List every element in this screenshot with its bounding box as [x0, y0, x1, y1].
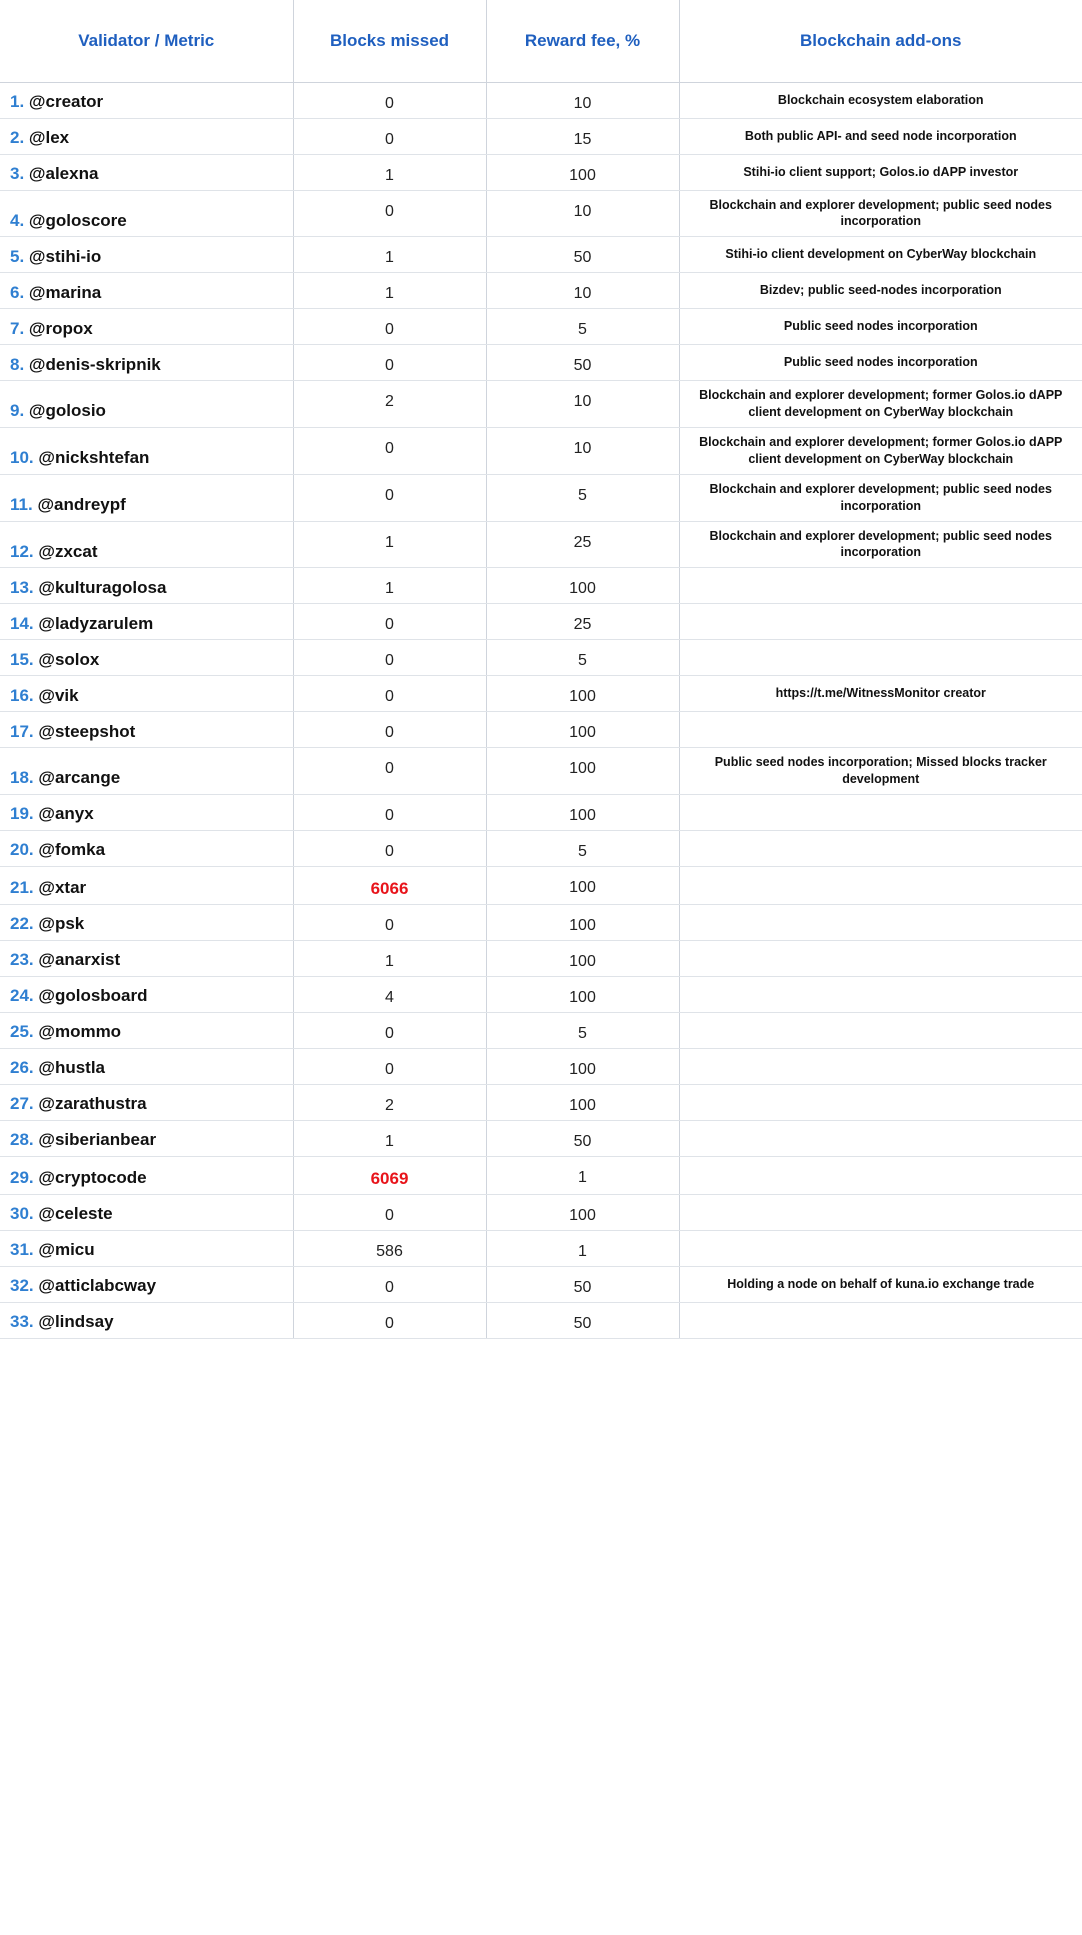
- validator-rank: 24.: [10, 986, 34, 1006]
- validator-name-cell: [0, 1049, 293, 1085]
- validator-name-cell: [0, 640, 293, 676]
- blockchain-addons-value: https://t.me/WitnessMonitor creator: [679, 676, 1082, 712]
- validator-name-cell: [0, 237, 293, 273]
- blocks-missed-value: 4: [293, 977, 486, 1013]
- validator-rank: 25.: [10, 1022, 34, 1042]
- reward-fee-value: 50: [486, 1267, 679, 1303]
- blocks-missed-value: 0: [293, 795, 486, 831]
- validator-name-cell: [0, 309, 293, 345]
- validator-name-cell: [0, 795, 293, 831]
- blockchain-addons-value: [679, 1303, 1082, 1339]
- validator-rank: 20.: [10, 840, 34, 860]
- table-row: [0, 1195, 1082, 1231]
- reward-fee-value: 100: [486, 712, 679, 748]
- blockchain-addons-value: [679, 604, 1082, 640]
- validator-rank: 23.: [10, 950, 34, 970]
- validator-handle: @goloscore: [28, 210, 127, 230]
- validator-rank: 22.: [10, 914, 34, 934]
- blockchain-addons-value: Both public API- and seed node incorporation: [679, 118, 1082, 154]
- table-row: [0, 604, 1082, 640]
- blocks-missed-value: 0: [293, 82, 486, 118]
- validator-handle: @psk: [38, 914, 85, 934]
- validator-name-cell: [0, 977, 293, 1013]
- validator-rank: 4.: [10, 210, 25, 230]
- validator-rank: 30.: [10, 1204, 34, 1224]
- blocks-missed-value: 0: [293, 831, 486, 867]
- table-row: [0, 867, 1082, 905]
- validator-name-cell: [0, 474, 293, 521]
- validator-name-cell: [0, 676, 293, 712]
- validator-rank: 7.: [10, 318, 25, 338]
- blockchain-addons-value: [679, 1195, 1082, 1231]
- reward-fee-value: 15: [486, 118, 679, 154]
- validator-handle: @solox: [38, 649, 100, 669]
- validator-handle: @micu: [38, 1240, 95, 1260]
- blockchain-addons-value: Public seed nodes incorporation; Missed blocks tracker development: [679, 748, 1082, 795]
- validator-name-cell: [0, 381, 293, 428]
- table-row: [0, 1121, 1082, 1157]
- validator-handle: @ladyzarulem: [38, 613, 154, 633]
- reward-fee-value: 100: [486, 676, 679, 712]
- validator-name-cell: [0, 568, 293, 604]
- blocks-missed-value: 2: [293, 381, 486, 428]
- validator-handle: @anarxist: [38, 950, 121, 970]
- table-row: [0, 977, 1082, 1013]
- validator-handle: @mommo: [38, 1022, 122, 1042]
- validator-rank: 9.: [10, 401, 25, 421]
- table-row: [0, 1267, 1082, 1303]
- blocks-missed-value: 0: [293, 428, 486, 475]
- validator-rank: 13.: [10, 577, 34, 597]
- validator-handle: @anyx: [38, 804, 94, 824]
- table-row: [0, 82, 1082, 118]
- validator-handle: @fomka: [38, 840, 106, 860]
- blocks-missed-value: 0: [293, 1303, 486, 1339]
- blocks-missed-value: 0: [293, 748, 486, 795]
- validator-handle: @lex: [28, 127, 70, 147]
- reward-fee-value: 50: [486, 1121, 679, 1157]
- validator-name-cell: [0, 1303, 293, 1339]
- validator-handle: @celeste: [38, 1204, 113, 1224]
- blocks-missed-value: 1: [293, 154, 486, 190]
- blocks-missed-value: 0: [293, 1049, 486, 1085]
- validator-name-cell: [0, 345, 293, 381]
- table-row: [0, 190, 1082, 237]
- table-row: [0, 154, 1082, 190]
- column-header-blockchain-addons: Blockchain add-ons: [679, 0, 1082, 82]
- table-row: [0, 905, 1082, 941]
- validator-rank: 31.: [10, 1240, 34, 1260]
- reward-fee-value: 100: [486, 1085, 679, 1121]
- validator-handle: @denis-skripnik: [28, 354, 161, 374]
- blockchain-addons-value: [679, 795, 1082, 831]
- table-row: [0, 748, 1082, 795]
- blockchain-addons-value: [679, 1157, 1082, 1195]
- blockchain-addons-value: Blockchain and explorer development; public seed nodes incorporation: [679, 474, 1082, 521]
- validator-rank: 1.: [10, 91, 25, 111]
- blocks-missed-value: 0: [293, 640, 486, 676]
- blocks-missed-value: 0: [293, 1267, 486, 1303]
- validator-name-cell: [0, 1157, 293, 1195]
- blocks-missed-value: 0: [293, 190, 486, 237]
- validator-handle: @nickshtefan: [38, 448, 150, 468]
- blockchain-addons-value: Blockchain and explorer development; public seed nodes incorporation: [679, 190, 1082, 237]
- table-row: [0, 1303, 1082, 1339]
- reward-fee-value: 1: [486, 1231, 679, 1267]
- reward-fee-value: 5: [486, 831, 679, 867]
- validator-handle: @alexna: [28, 163, 99, 183]
- validator-handle: @siberianbear: [38, 1130, 157, 1150]
- blockchain-addons-value: Blockchain ecosystem elaboration: [679, 82, 1082, 118]
- reward-fee-value: 100: [486, 1195, 679, 1231]
- column-header-reward-fee: Reward fee, %: [486, 0, 679, 82]
- table-row: [0, 831, 1082, 867]
- blockchain-addons-value: [679, 1049, 1082, 1085]
- validator-rank: 8.: [10, 354, 25, 374]
- blockchain-addons-value: [679, 941, 1082, 977]
- blockchain-addons-value: [679, 1121, 1082, 1157]
- blockchain-addons-value: Public seed nodes incorporation: [679, 309, 1082, 345]
- table-row: [0, 273, 1082, 309]
- validator-rank: 18.: [10, 768, 34, 788]
- blocks-missed-value: 1: [293, 273, 486, 309]
- blockchain-addons-value: Bizdev; public seed-nodes incorporation: [679, 273, 1082, 309]
- table-body: [0, 82, 1082, 1339]
- blockchain-addons-value: [679, 977, 1082, 1013]
- blockchain-addons-value: [679, 1085, 1082, 1121]
- table-header-row: [0, 0, 1082, 82]
- validator-rank: 11.: [10, 494, 33, 514]
- table-row: [0, 118, 1082, 154]
- table-row: [0, 1231, 1082, 1267]
- blockchain-addons-value: [679, 1013, 1082, 1049]
- validator-handle: @ropox: [28, 318, 93, 338]
- validator-handle: @golosboard: [38, 986, 148, 1006]
- blocks-missed-alert: 6069: [293, 1157, 486, 1195]
- validator-rank: 17.: [10, 721, 34, 741]
- table-row: [0, 676, 1082, 712]
- validator-rank: 14.: [10, 613, 34, 633]
- table-row: [0, 428, 1082, 475]
- validator-name-cell: [0, 905, 293, 941]
- table-row: [0, 521, 1082, 568]
- blockchain-addons-value: Blockchain and explorer development; former Golos.io dAPP client development on CyberWay blockchain: [679, 381, 1082, 428]
- validator-name-cell: [0, 1231, 293, 1267]
- reward-fee-value: 50: [486, 1303, 679, 1339]
- blocks-missed-value: 0: [293, 1013, 486, 1049]
- validator-rank: 27.: [10, 1094, 34, 1114]
- blockchain-addons-value: Stihi-io client development on CyberWay blockchain: [679, 237, 1082, 273]
- table-row: [0, 309, 1082, 345]
- validator-handle: @vik: [38, 685, 79, 705]
- validator-handle: @xtar: [38, 878, 87, 898]
- validator-name-cell: [0, 1195, 293, 1231]
- blocks-missed-value: 0: [293, 676, 486, 712]
- reward-fee-value: 5: [486, 1013, 679, 1049]
- validator-handle: @marina: [28, 282, 102, 302]
- blockchain-addons-value: Public seed nodes incorporation: [679, 345, 1082, 381]
- table-row: [0, 795, 1082, 831]
- validator-handle: @golosio: [28, 401, 106, 421]
- validator-name-cell: [0, 190, 293, 237]
- validator-rank: 32.: [10, 1276, 34, 1296]
- validator-handle: @atticlabcway: [38, 1276, 157, 1296]
- validator-rank: 28.: [10, 1130, 34, 1150]
- validator-rank: 5.: [10, 246, 25, 266]
- blocks-missed-value: 0: [293, 1195, 486, 1231]
- blockchain-addons-value: Stihi-io client support; Golos.io dAPP investor: [679, 154, 1082, 190]
- reward-fee-value: 25: [486, 521, 679, 568]
- validator-name-cell: [0, 604, 293, 640]
- reward-fee-value: 10: [486, 428, 679, 475]
- reward-fee-value: 100: [486, 154, 679, 190]
- validator-rank: 29.: [10, 1168, 34, 1188]
- validator-name-cell: [0, 154, 293, 190]
- blocks-missed-value: 0: [293, 118, 486, 154]
- blocks-missed-value: 0: [293, 474, 486, 521]
- validator-rank: 12.: [10, 541, 34, 561]
- validator-name-cell: [0, 712, 293, 748]
- reward-fee-value: 100: [486, 867, 679, 905]
- reward-fee-value: 100: [486, 905, 679, 941]
- validator-handle: @lindsay: [38, 1312, 114, 1332]
- blocks-missed-value: 0: [293, 712, 486, 748]
- validator-rank: 15.: [10, 649, 34, 669]
- validator-name-cell: [0, 1267, 293, 1303]
- table-row: [0, 568, 1082, 604]
- validator-name-cell: [0, 1085, 293, 1121]
- table-header: [0, 0, 1082, 82]
- validator-handle: @stihi-io: [28, 246, 102, 266]
- blocks-missed-value: 0: [293, 309, 486, 345]
- blocks-missed-value: 586: [293, 1231, 486, 1267]
- blocks-missed-value: 0: [293, 345, 486, 381]
- validator-handle: @creator: [28, 91, 104, 111]
- validator-name-cell: [0, 273, 293, 309]
- blockchain-addons-value: [679, 1231, 1082, 1267]
- reward-fee-value: 25: [486, 604, 679, 640]
- table-row: [0, 712, 1082, 748]
- table-row: [0, 1013, 1082, 1049]
- blockchain-addons-value: Blockchain and explorer development; public seed nodes incorporation: [679, 521, 1082, 568]
- blocks-missed-value: 0: [293, 604, 486, 640]
- table-row: [0, 1085, 1082, 1121]
- validator-rank: 10.: [10, 448, 34, 468]
- validator-handle: @hustla: [38, 1058, 106, 1078]
- validator-rank: 21.: [10, 878, 34, 898]
- reward-fee-value: 10: [486, 273, 679, 309]
- validator-name-cell: [0, 1121, 293, 1157]
- blocks-missed-value: 1: [293, 568, 486, 604]
- validator-handle: @andreypf: [37, 494, 126, 514]
- blocks-missed-value: 1: [293, 237, 486, 273]
- validator-handle: @arcange: [38, 768, 121, 788]
- blockchain-addons-value: [679, 867, 1082, 905]
- validator-handle: @kulturagolosa: [38, 577, 167, 597]
- blocks-missed-value: 0: [293, 905, 486, 941]
- blockchain-addons-value: [679, 712, 1082, 748]
- reward-fee-value: 5: [486, 474, 679, 521]
- validator-name-cell: [0, 867, 293, 905]
- reward-fee-value: 1: [486, 1157, 679, 1195]
- validator-rank: 3.: [10, 163, 25, 183]
- table-row: [0, 381, 1082, 428]
- blockchain-addons-value: Blockchain and explorer development; former Golos.io dAPP client development on CyberWay blockchain: [679, 428, 1082, 475]
- blockchain-addons-value: [679, 640, 1082, 676]
- reward-fee-value: 10: [486, 82, 679, 118]
- validator-rank: 6.: [10, 282, 25, 302]
- validator-name-cell: [0, 941, 293, 977]
- validator-rank: 33.: [10, 1312, 34, 1332]
- validator-name-cell: [0, 521, 293, 568]
- table-row: [0, 237, 1082, 273]
- table-row: [0, 941, 1082, 977]
- blockchain-addons-value: Holding a node on behalf of kuna.io exchange trade: [679, 1267, 1082, 1303]
- reward-fee-value: 50: [486, 345, 679, 381]
- validator-rank: 19.: [10, 804, 34, 824]
- reward-fee-value: 100: [486, 977, 679, 1013]
- reward-fee-value: 100: [486, 795, 679, 831]
- validator-handle: @zxcat: [38, 541, 98, 561]
- validator-name-cell: [0, 1013, 293, 1049]
- reward-fee-value: 100: [486, 1049, 679, 1085]
- validator-rank: 2.: [10, 127, 25, 147]
- validator-name-cell: [0, 748, 293, 795]
- validator-handle: @steepshot: [38, 721, 136, 741]
- reward-fee-value: 5: [486, 309, 679, 345]
- blockchain-addons-value: [679, 568, 1082, 604]
- column-header-validator: Validator / Metric: [0, 0, 293, 82]
- reward-fee-value: 100: [486, 568, 679, 604]
- reward-fee-value: 50: [486, 237, 679, 273]
- reward-fee-value: 100: [486, 748, 679, 795]
- table-row: [0, 1157, 1082, 1195]
- table-row: [0, 345, 1082, 381]
- reward-fee-value: 5: [486, 640, 679, 676]
- blocks-missed-value: 1: [293, 521, 486, 568]
- validator-handle: @zarathustra: [38, 1094, 147, 1114]
- blockchain-addons-value: [679, 831, 1082, 867]
- validator-rank: 16.: [10, 685, 34, 705]
- blocks-missed-value: 2: [293, 1085, 486, 1121]
- validator-name-cell: [0, 118, 293, 154]
- table-row: [0, 1049, 1082, 1085]
- validator-name-cell: [0, 831, 293, 867]
- blocks-missed-value: 1: [293, 1121, 486, 1157]
- validator-name-cell: [0, 82, 293, 118]
- reward-fee-value: 10: [486, 190, 679, 237]
- validator-name-cell: [0, 428, 293, 475]
- reward-fee-value: 10: [486, 381, 679, 428]
- blocks-missed-alert: 6066: [293, 867, 486, 905]
- blockchain-addons-value: [679, 905, 1082, 941]
- validator-handle: @cryptocode: [38, 1168, 147, 1188]
- reward-fee-value: 100: [486, 941, 679, 977]
- blocks-missed-value: 1: [293, 941, 486, 977]
- table-row: [0, 474, 1082, 521]
- validator-rank: 26.: [10, 1058, 34, 1078]
- table-row: [0, 640, 1082, 676]
- column-header-blocks-missed: Blocks missed: [293, 0, 486, 82]
